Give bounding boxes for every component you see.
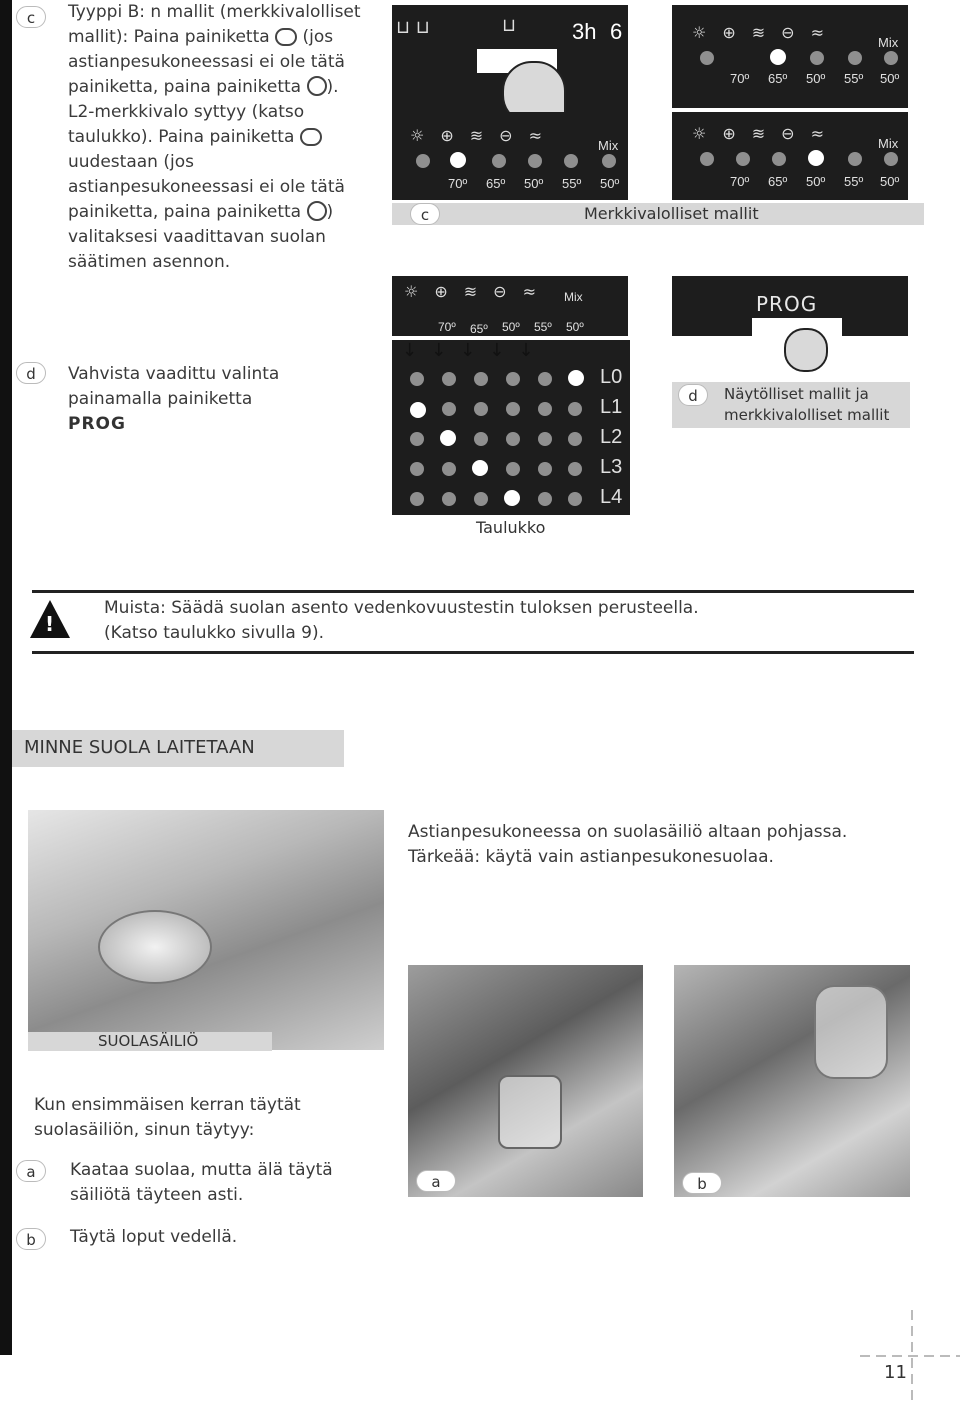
step-c-text-part3: ). L2-merkkivalo syttyy (katso taulukko). Paina painiketta [68,77,339,147]
level-L3: L3 [600,456,623,478]
temp-label: 70º [730,174,750,189]
led [442,372,456,386]
step-b-text: Täytä loput vedellä. [70,1227,238,1247]
led [884,152,898,166]
temp-label: 50º [806,71,826,86]
level-L4: L4 [600,486,623,508]
photo-pouring-water [674,965,910,1197]
level-arrows: ↓↓↓↓↓ [402,340,548,361]
temp-label: 50º [524,176,544,191]
led [602,154,616,168]
led [810,51,824,65]
photo-b-badge: b [682,1172,722,1194]
program-icons: ☼⊕≋⊖≈ [404,282,552,301]
program-icons: ☼⊕≋⊖≈ [692,124,840,143]
warning-text: Muista: Säädä suolan asento vedenkovuustestin tuloksen perusteella. [104,598,699,618]
intro-line-1: Kun ensimmäisen kerran täytät [34,1095,301,1115]
led [506,432,520,446]
step-a-text-2: säiliötä täyteen asti. [70,1185,244,1205]
led-on [472,460,488,476]
step-d-prog: PROG [68,414,126,434]
led [700,152,714,166]
led-on [568,370,584,386]
level-L1: L1 [600,396,623,418]
step-b-badge: b [16,1228,46,1250]
led-on [504,490,520,506]
time-3h: 3h [572,19,597,44]
led [700,51,714,65]
salt-cap-shape [98,910,212,984]
led [848,152,862,166]
photo-a-badge: a [416,1170,456,1192]
step-c-text-part4: uudestaan (jos astianpesukoneessasi ei ole tätä painiketta, paina painiketta [68,152,345,222]
salt-icon: ⊔ [502,15,517,36]
temp-label: 65º [486,176,506,191]
temp-label: 50º [880,174,900,189]
led [442,492,456,506]
salt-button-icon-2 [300,128,322,146]
led [736,152,750,166]
led [568,402,582,416]
clock-button-icon [307,76,327,96]
mix-label: Mix [564,290,583,304]
caption-d-text: Näytölliset mallit ja merkkivalolliset mallit [724,385,890,424]
led [506,372,520,386]
led [538,432,552,446]
led [568,462,582,476]
mix-label: Mix [878,136,899,151]
control-panel-top-right-b [672,112,908,200]
led [538,492,552,506]
control-panel-mid-left [392,112,628,200]
led [848,51,862,65]
led-on [440,430,456,446]
funnel-shape [498,1075,562,1149]
intro-line-2: suolasäiliön, sinun täytyy: [34,1120,255,1140]
caption-c-text: Merkkivalolliset mallit [584,204,759,223]
step-d-badge: d [16,362,46,384]
caption-c-badge: c [410,203,440,225]
temp-label: 70º [730,71,750,86]
left-margin-bar [0,0,12,1355]
led [884,51,898,65]
mix-label: Mix [598,138,619,153]
led [528,154,542,168]
clock-button-icon-2 [307,201,327,221]
step-c-text-part1: Tyyppi B: n mallit (merkkivalolliset mallit): Paina painiketta [68,2,361,47]
temp-label: 55º [534,320,552,334]
temp-label: 55º [562,176,582,191]
salt-reservoir-photo [28,810,384,1050]
page-number: 11 [884,1362,907,1383]
photo-label: SUOLASÄILIÖ [98,1032,199,1050]
led [416,154,430,168]
control-panel-top-right-a [672,5,908,108]
warning-icon-mark: ! [45,612,55,636]
step-d-text: Vahvista vaadittu valinta painamalla painiketta [68,364,280,409]
info-line-2: Tärkeää: käytä vain astianpesukonesuolaa. [408,847,774,867]
warning-bottom-rule [32,651,914,654]
control-panel-lower-left [392,276,628,336]
photo-pouring-salt [408,965,643,1197]
crop-mark-horizontal [860,1355,960,1357]
led [568,432,582,446]
led [506,402,520,416]
caption-d-badge: d [678,384,708,406]
led-on [450,152,466,168]
temp-label: 55º [844,174,864,189]
level-table-panel [392,340,630,515]
led-on [410,402,426,418]
led [474,432,488,446]
finger-pressing-icon [784,328,828,372]
led [410,492,424,506]
led [564,154,578,168]
table-caption: Taulukko [476,518,546,537]
led [442,462,456,476]
temp-label: 50º [502,320,520,334]
program-icons: ☼⊕≋⊖≈ [410,126,558,145]
program-icons: ☼⊕≋⊖≈ [692,23,840,42]
temp-label: 55º [844,71,864,86]
level-L2: L2 [600,426,623,448]
section-title: MINNE SUOLA LAITETAAN [24,737,255,758]
step-c-text [68,0,368,275]
temp-label: 65º [768,174,788,189]
prog-label: PROG [756,292,818,316]
temp-label: 50º [880,71,900,86]
led [474,372,488,386]
step-c-text-part2: (jos astianpesukoneessasi ei ole tätä painiketta, paina painiketta [68,27,345,97]
led [772,152,786,166]
led [506,462,520,476]
led-on [808,150,824,166]
mix-label: Mix [878,35,899,50]
step-c-badge: c [16,6,46,28]
prog-panel [672,276,908,336]
water-jug-shape [814,985,888,1079]
led [474,402,488,416]
led [442,402,456,416]
temp-label: 50º [806,174,826,189]
led [410,432,424,446]
temp-label: 70º [438,320,456,334]
led-on [770,49,786,65]
time-6: 6 [610,19,623,44]
temp-label: 70º [448,176,468,191]
led [410,462,424,476]
led [538,462,552,476]
led [538,372,552,386]
temp-label: 65º [768,71,788,86]
temp-label: 65º [470,322,488,336]
cup-icons: ⊔ ⊔ [396,17,430,38]
step-a-text-1: Kaataa suolaa, mutta älä täytä [70,1160,333,1180]
led [410,372,424,386]
info-line-1: Astianpesukoneessa on suolasäiliö altaan pohjassa. [408,822,848,842]
warning-text-2: (Katso taulukko sivulla 9). [104,623,325,643]
led [538,402,552,416]
step-a-badge: a [16,1160,46,1182]
control-panel-top-left [392,5,628,125]
temp-label: 50º [600,176,620,191]
led [492,154,506,168]
led [568,492,582,506]
step-c-text-part5: ) valitaksesi vaadittavan suolan säätimen asennon. [68,202,334,272]
salt-button-icon [275,28,297,46]
led [474,492,488,506]
warning-top-rule [32,590,914,593]
temp-label: 50º [566,320,584,334]
level-L0: L0 [600,366,623,388]
